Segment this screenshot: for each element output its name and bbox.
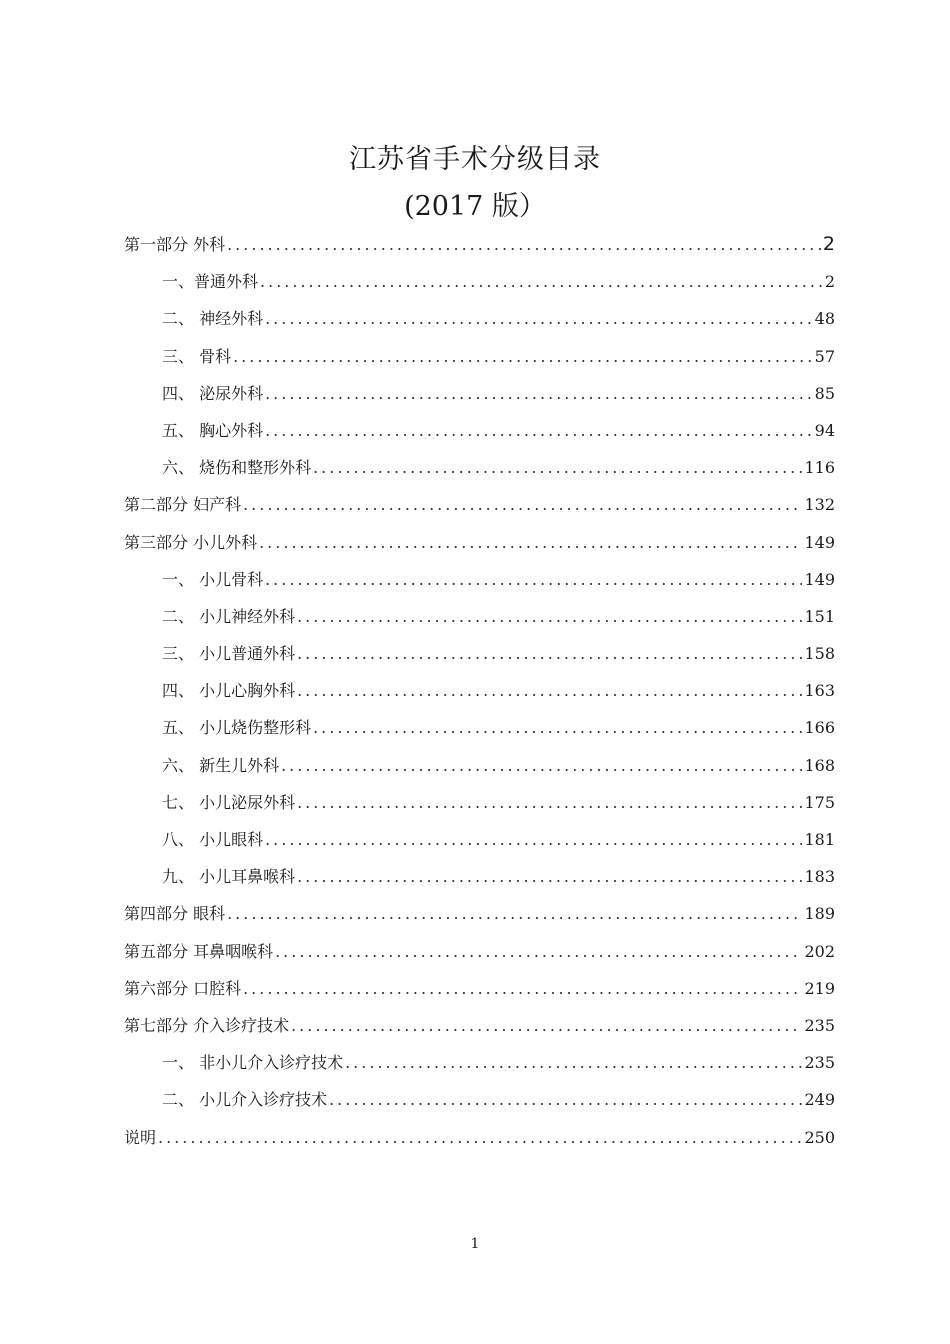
toc-entry-page: 175 [804, 792, 835, 812]
toc-entry-label: 四、 泌尿外科 [162, 383, 264, 403]
table-of-contents [124, 226, 835, 1156]
toc-entry-page: 163 [804, 681, 835, 701]
toc-entry[interactable] [124, 1044, 835, 1081]
toc-entry-label: 一、 小儿骨科 [162, 569, 264, 589]
toc-entry-page: 132 [804, 495, 835, 515]
toc-entry[interactable] [124, 635, 835, 672]
toc-entry[interactable] [124, 1007, 835, 1044]
toc-entry-page: 158 [804, 644, 835, 664]
toc-entry[interactable] [124, 821, 835, 858]
toc-entry-page: 235 [804, 1053, 835, 1073]
toc-entry-page: 168 [804, 755, 835, 775]
toc-entry-page: 249 [804, 1090, 835, 1110]
toc-entry[interactable] [124, 933, 835, 970]
toc-dot-leader [265, 561, 802, 598]
toc-dot-leader [265, 300, 813, 337]
toc-dot-leader [265, 821, 802, 858]
toc-entry[interactable] [124, 486, 835, 523]
toc-entry-page: 2 [822, 233, 835, 255]
toc-dot-leader [297, 784, 802, 821]
toc-dot-leader [243, 970, 802, 1007]
toc-entry[interactable] [124, 338, 835, 375]
toc-entry[interactable] [124, 375, 835, 412]
toc-dot-leader [243, 486, 802, 523]
toc-entry[interactable] [124, 895, 835, 932]
toc-dot-leader [158, 1119, 802, 1156]
toc-entry-label: 五、 胸心外科 [162, 420, 264, 440]
toc-entry-page: 202 [804, 941, 835, 961]
toc-entry-label: 六、 烧伤和整形外科 [162, 458, 312, 478]
toc-entry-label: 二、 小儿介入诊疗技术 [162, 1090, 328, 1110]
toc-entry-label: 八、 小儿眼科 [162, 830, 264, 849]
toc-dot-leader [259, 524, 802, 561]
toc-dot-leader [265, 412, 813, 449]
toc-entry-label: 第六部分 口腔科 [124, 978, 242, 998]
toc-dot-leader [297, 598, 802, 635]
toc-entry-label: 第三部分 小儿外科 [124, 532, 258, 552]
toc-entry-label: 说明 [124, 1127, 157, 1147]
toc-dot-leader [275, 933, 802, 970]
toc-entry-page: 189 [804, 904, 835, 924]
toc-entry-label: 九、 小儿耳鼻喉科 [162, 867, 296, 887]
toc-entry[interactable] [124, 747, 835, 784]
toc-entry-label: 第七部分 介入诊疗技术 [124, 1015, 290, 1035]
toc-entry-page: 57 [814, 346, 835, 366]
toc-entry-label: 二、 小儿神经外科 [162, 606, 296, 626]
toc-entry[interactable] [124, 1119, 835, 1156]
toc-entry-label: 一、 非小儿介入诊疗技术 [162, 1053, 344, 1073]
toc-entry[interactable] [124, 449, 835, 486]
toc-entry-page: 149 [804, 569, 835, 589]
toc-entry[interactable] [124, 672, 835, 709]
toc-entry-label: 三、 小儿普通外科 [162, 644, 296, 664]
toc-entry-page: 250 [804, 1127, 835, 1147]
toc-dot-leader [291, 1007, 802, 1044]
toc-entry-label: 四、 小儿心胸外科 [162, 681, 296, 701]
toc-entry-page: 48 [814, 309, 835, 329]
toc-entry[interactable] [124, 858, 835, 895]
toc-entry-label: 第二部分 妇产科 [124, 495, 242, 515]
toc-entry[interactable] [124, 1081, 835, 1118]
toc-dot-leader [260, 263, 823, 300]
toc-entry[interactable] [124, 412, 835, 449]
toc-entry-label: 第四部分 眼科 [124, 904, 226, 924]
toc-entry-page: 149 [804, 532, 835, 552]
toc-entry-label: 第一部分 外科 [124, 235, 226, 254]
toc-dot-leader [345, 1044, 802, 1081]
toc-dot-leader [281, 747, 802, 784]
document-title: 江苏省手术分级目录 [349, 144, 601, 175]
toc-entry[interactable] [124, 226, 835, 263]
toc-entry-label: 七、 小儿泌尿外科 [162, 792, 296, 812]
page-number: 1 [470, 1236, 480, 1252]
toc-entry[interactable] [124, 300, 835, 337]
toc-dot-leader [227, 226, 821, 263]
toc-dot-leader [313, 449, 802, 486]
toc-entry-page: 183 [804, 867, 835, 887]
document-subtitle: (2017 版） [404, 191, 546, 222]
toc-entry-label: 六、 新生儿外科 [162, 755, 280, 775]
toc-entry-label: 一、普通外科 [162, 272, 259, 292]
toc-entry[interactable] [124, 709, 835, 746]
toc-entry[interactable] [124, 598, 835, 635]
toc-entry-page: 2 [824, 272, 835, 292]
toc-entry-label: 第五部分 耳鼻咽喉科 [124, 941, 274, 961]
toc-entry[interactable] [124, 970, 835, 1007]
toc-entry-page: 85 [814, 383, 835, 403]
toc-dot-leader [313, 709, 802, 746]
toc-entry-page: 151 [804, 606, 835, 626]
toc-dot-leader [297, 672, 802, 709]
toc-dot-leader [227, 895, 802, 932]
toc-entry-label: 五、 小儿烧伤整形科 [162, 718, 312, 738]
toc-entry[interactable] [124, 784, 835, 821]
toc-entry-page: 166 [804, 718, 835, 738]
toc-entry[interactable] [124, 561, 835, 598]
toc-dot-leader [265, 375, 813, 412]
toc-entry-page: 181 [804, 830, 835, 849]
toc-entry[interactable] [124, 524, 835, 561]
toc-dot-leader [297, 858, 802, 895]
toc-entry-page: 235 [804, 1015, 835, 1035]
toc-entry-label: 三、 骨科 [162, 346, 232, 366]
toc-dot-leader [329, 1081, 802, 1118]
toc-entry-page: 116 [804, 458, 835, 478]
toc-entry-page: 219 [804, 978, 835, 998]
toc-dot-leader [233, 338, 813, 375]
toc-dot-leader [297, 635, 802, 672]
toc-entry-label: 二、 神经外科 [162, 309, 264, 329]
toc-entry-page: 94 [814, 420, 835, 440]
toc-entry[interactable] [124, 263, 835, 300]
